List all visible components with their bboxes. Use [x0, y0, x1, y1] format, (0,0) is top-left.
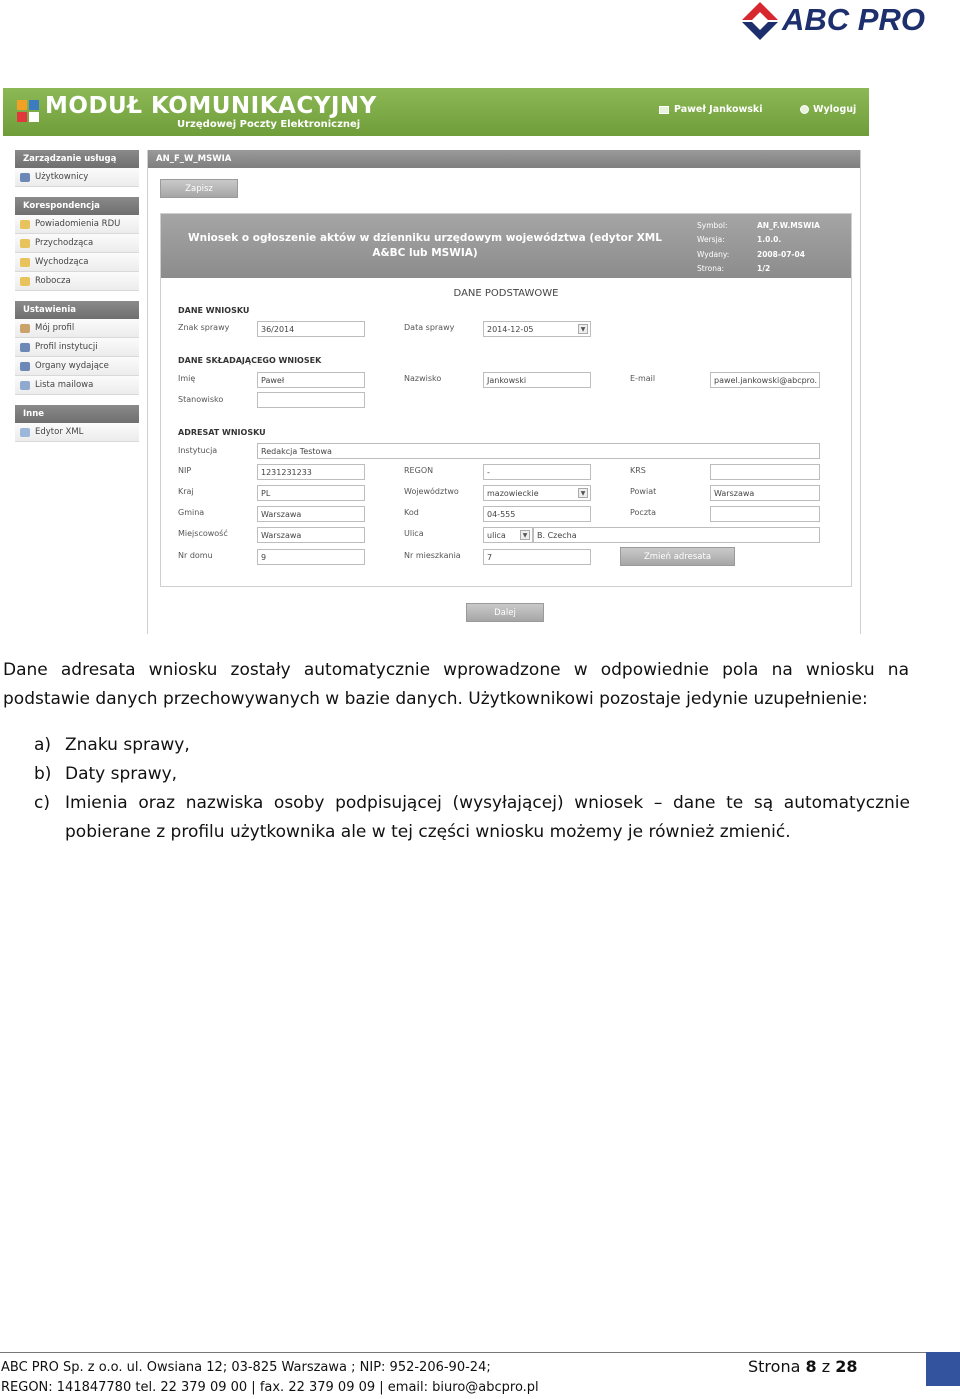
last-name-label: Nazwisko: [404, 374, 442, 383]
envelope-icon: [20, 277, 30, 286]
footer-accent-box: [926, 1352, 960, 1386]
sidebar-item-label: Powiadomienia RDU: [35, 219, 121, 229]
list-text: Znaku sprawy,: [65, 735, 190, 755]
meta-value: 1.0.0.: [757, 235, 782, 245]
sidebar-heading: Zarządzanie usługą: [15, 150, 139, 168]
chevron-down-icon[interactable]: ▼: [578, 324, 588, 334]
sidebar-item-label: Użytkownicy: [35, 172, 89, 182]
street-label: Ulica: [404, 529, 424, 538]
footer-divider: [0, 1352, 960, 1353]
nip-label: NIP: [178, 466, 192, 475]
sidebar-heading: Ustawienia: [15, 301, 139, 319]
meta-value: 2008-07-04: [757, 249, 805, 259]
sidebar-item-label: Wychodząca: [35, 257, 89, 267]
section-title: DANE PODSTAWOWE: [453, 288, 559, 299]
mail-list-icon: [20, 381, 30, 390]
list-marker: b): [34, 764, 52, 784]
logout-link[interactable]: [800, 104, 856, 115]
postal-code-label: Kod: [404, 508, 419, 517]
meta-key: Wydany:: [697, 249, 730, 259]
sidebar-item-users[interactable]: [15, 168, 139, 187]
app-logo-icon: [17, 100, 39, 122]
sidebar-item-notifications[interactable]: [15, 215, 139, 234]
country-label: Kraj: [178, 487, 194, 496]
sidebar-item-label: Lista mailowa: [35, 380, 94, 390]
case-date-value: 2014-12-05: [487, 325, 534, 334]
sidebar-item-label: Profil instytucji: [35, 342, 98, 352]
street-type-select[interactable]: [483, 527, 533, 543]
envelope-icon: [20, 220, 30, 229]
list-marker: c): [34, 793, 50, 813]
sidebar-item-label: Przychodząca: [35, 238, 94, 248]
chevron-down-icon[interactable]: ▼: [578, 488, 588, 498]
app-header: [3, 88, 869, 136]
first-name-label: Imię: [178, 374, 196, 383]
section-label-dane-wniosku: DANE WNIOSKU: [178, 306, 250, 315]
commune-label: Gmina: [178, 508, 205, 517]
nip-field[interactable]: 1231231233: [257, 464, 365, 480]
apartment-number-label: Nr mieszkania: [404, 551, 461, 560]
sidebar-item-drafts[interactable]: [15, 272, 139, 291]
instruction-list: [34, 731, 910, 847]
list-item: [34, 789, 910, 847]
page-separator: z: [821, 1357, 831, 1376]
page-current: 8: [805, 1357, 817, 1376]
sidebar-item-outgoing[interactable]: [15, 253, 139, 272]
meta-value: 1/2: [757, 264, 771, 274]
chevron-down-icon[interactable]: ▼: [520, 530, 530, 540]
voivodeship-select[interactable]: [483, 485, 591, 501]
position-label: Stanowisko: [178, 395, 224, 404]
sidebar-item-my-profile[interactable]: [15, 319, 139, 338]
apartment-number-field[interactable]: 7: [483, 549, 591, 565]
sidebar-heading: Inne: [15, 405, 139, 423]
user-icon: [659, 106, 669, 114]
form-tab: AN_F_W_MSWIA: [148, 150, 860, 168]
sidebar-group: [15, 150, 139, 187]
meta-row: [697, 247, 820, 262]
main-panel: [147, 150, 861, 634]
sidebar-item-institution-profile[interactable]: [15, 338, 139, 357]
institution-icon: [20, 343, 30, 352]
meta-row: [697, 218, 820, 233]
users-icon: [20, 362, 30, 371]
city-field[interactable]: Warszawa: [257, 527, 365, 543]
body-paragraph: Dane adresata wniosku zostały automatycznie wprowadzone w odpowiednie pola na wniosku na podstawie danych przechowywanych w bazie danych. Użytkownikowi pozostaje jedynie uzupełnienie:: [3, 660, 909, 709]
first-name-field[interactable]: Paweł: [257, 372, 365, 388]
abc-pro-logo-icon: [738, 0, 782, 44]
sidebar-item-label: Robocza: [35, 276, 71, 286]
post-office-label: Poczta: [630, 508, 657, 517]
envelope-icon: [20, 258, 30, 267]
institution-label: Instytucja: [178, 446, 218, 455]
county-field[interactable]: Warszawa: [710, 485, 820, 501]
sidebar-item-xml-editor[interactable]: [15, 423, 139, 442]
regon-field[interactable]: -: [483, 464, 591, 480]
case-number-field[interactable]: 36/2014: [257, 321, 365, 337]
meta-value: AN_F.W.MSWIA: [757, 220, 820, 230]
case-date-field[interactable]: [483, 321, 591, 337]
form-title: Wniosek o ogłoszenie aktów w dzienniku urzędowym województwa (edytor XML A&BC lub MSWIA): [188, 232, 662, 259]
footer-contact: REGON: 141847780 tel. 22 379 09 00 | fax. 22 379 09 09 | email: biuro@abcpro.pl: [1, 1380, 539, 1395]
street-field[interactable]: B. Czecha: [533, 527, 820, 543]
logout-icon: [800, 105, 809, 114]
users-icon: [20, 173, 30, 182]
form-header: [161, 214, 851, 278]
change-recipient-button[interactable]: Zmień adresata: [620, 547, 735, 566]
meta-key: Symbol:: [697, 220, 728, 230]
email-label: E-mail: [630, 374, 656, 383]
list-text: Daty sprawy,: [65, 764, 178, 784]
house-number-label: Nr domu: [178, 551, 213, 560]
abc-pro-logo-text: ABC PRO: [782, 2, 925, 37]
sidebar-item-mail-list[interactable]: [15, 376, 139, 395]
krs-label: KRS: [630, 466, 646, 475]
user-link[interactable]: [659, 104, 762, 115]
meta-row: [697, 262, 820, 277]
sidebar-group: [15, 405, 139, 442]
form-box: [160, 213, 852, 587]
meta-row: [697, 233, 820, 248]
case-number-label: Znak sprawy: [178, 323, 230, 332]
street-type-value: ulica: [487, 531, 506, 540]
voivodeship-label: Województwo: [404, 487, 459, 496]
meta-key: Strona:: [697, 264, 725, 274]
country-field[interactable]: PL: [257, 485, 365, 501]
footer-address: ABC PRO Sp. z o.o. ul. Owsiana 12; 03-825 Warszawa ; NIP: 952-206-90-24;: [1, 1360, 491, 1375]
user-name: Paweł Jankowski: [674, 104, 763, 115]
section-label-recipient: ADRESAT WNIOSKU: [178, 428, 266, 437]
commune-field[interactable]: Warszawa: [257, 506, 365, 522]
form-meta: [697, 218, 820, 276]
sidebar-item-label: Mój profil: [35, 323, 75, 333]
house-number-field[interactable]: 9: [257, 549, 365, 565]
voivodeship-value: mazowieckie: [487, 489, 539, 498]
envelope-icon: [20, 239, 30, 248]
krs-field[interactable]: [710, 464, 820, 480]
app-title: MODUŁ KOMUNIKACYJNY: [45, 93, 377, 119]
next-button[interactable]: Dalej: [466, 603, 544, 622]
position-field[interactable]: [257, 392, 365, 408]
list-text: Imienia oraz nazwiska osoby podpisującej (wysyłającej) wniosek – dane te są automatycznie pobierane z profilu użytkownika ale w tej części wniosku możemy je również zmienić.: [65, 793, 910, 842]
list-item: [34, 760, 910, 789]
sidebar-item-label: Organy wydające: [35, 361, 109, 371]
save-button[interactable]: Zapisz: [160, 179, 238, 198]
list-marker: a): [34, 735, 52, 755]
section-label-applicant: DANE SKŁADAJĄCEGO WNIOSEK: [178, 356, 322, 365]
sidebar-group: [15, 301, 139, 395]
app-subtitle: Urzędowej Poczty Elektronicznej: [177, 119, 361, 130]
county-label: Powiat: [630, 487, 657, 496]
sidebar: [15, 150, 139, 452]
institution-field[interactable]: Redakcja Testowa: [257, 443, 820, 459]
sidebar-item-issuers[interactable]: [15, 357, 139, 376]
case-date-label: Data sprawy: [404, 323, 455, 332]
post-office-field[interactable]: [710, 506, 820, 522]
page-word: Strona: [748, 1357, 801, 1376]
email-field[interactable]: pawel.jankowski@abcpro.: [710, 372, 820, 388]
profile-icon: [20, 324, 30, 333]
sidebar-item-label: Edytor XML: [35, 427, 84, 437]
sidebar-group: [15, 197, 139, 291]
city-label: Miejscowość: [178, 529, 228, 538]
list-item: [34, 731, 910, 760]
document-icon: [20, 428, 30, 437]
page-total: 28: [835, 1357, 858, 1376]
meta-key: Wersja:: [697, 235, 725, 245]
abc-pro-logo: [738, 0, 948, 44]
last-name-field[interactable]: Jankowski: [483, 372, 591, 388]
sidebar-item-incoming[interactable]: [15, 234, 139, 253]
logout-label: Wyloguj: [813, 104, 857, 115]
regon-label: REGON: [404, 466, 434, 475]
app-screenshot: [3, 88, 869, 634]
page-number: [748, 1357, 857, 1376]
postal-code-field[interactable]: 04-555: [483, 506, 591, 522]
sidebar-heading: Korespondencja: [15, 197, 139, 215]
